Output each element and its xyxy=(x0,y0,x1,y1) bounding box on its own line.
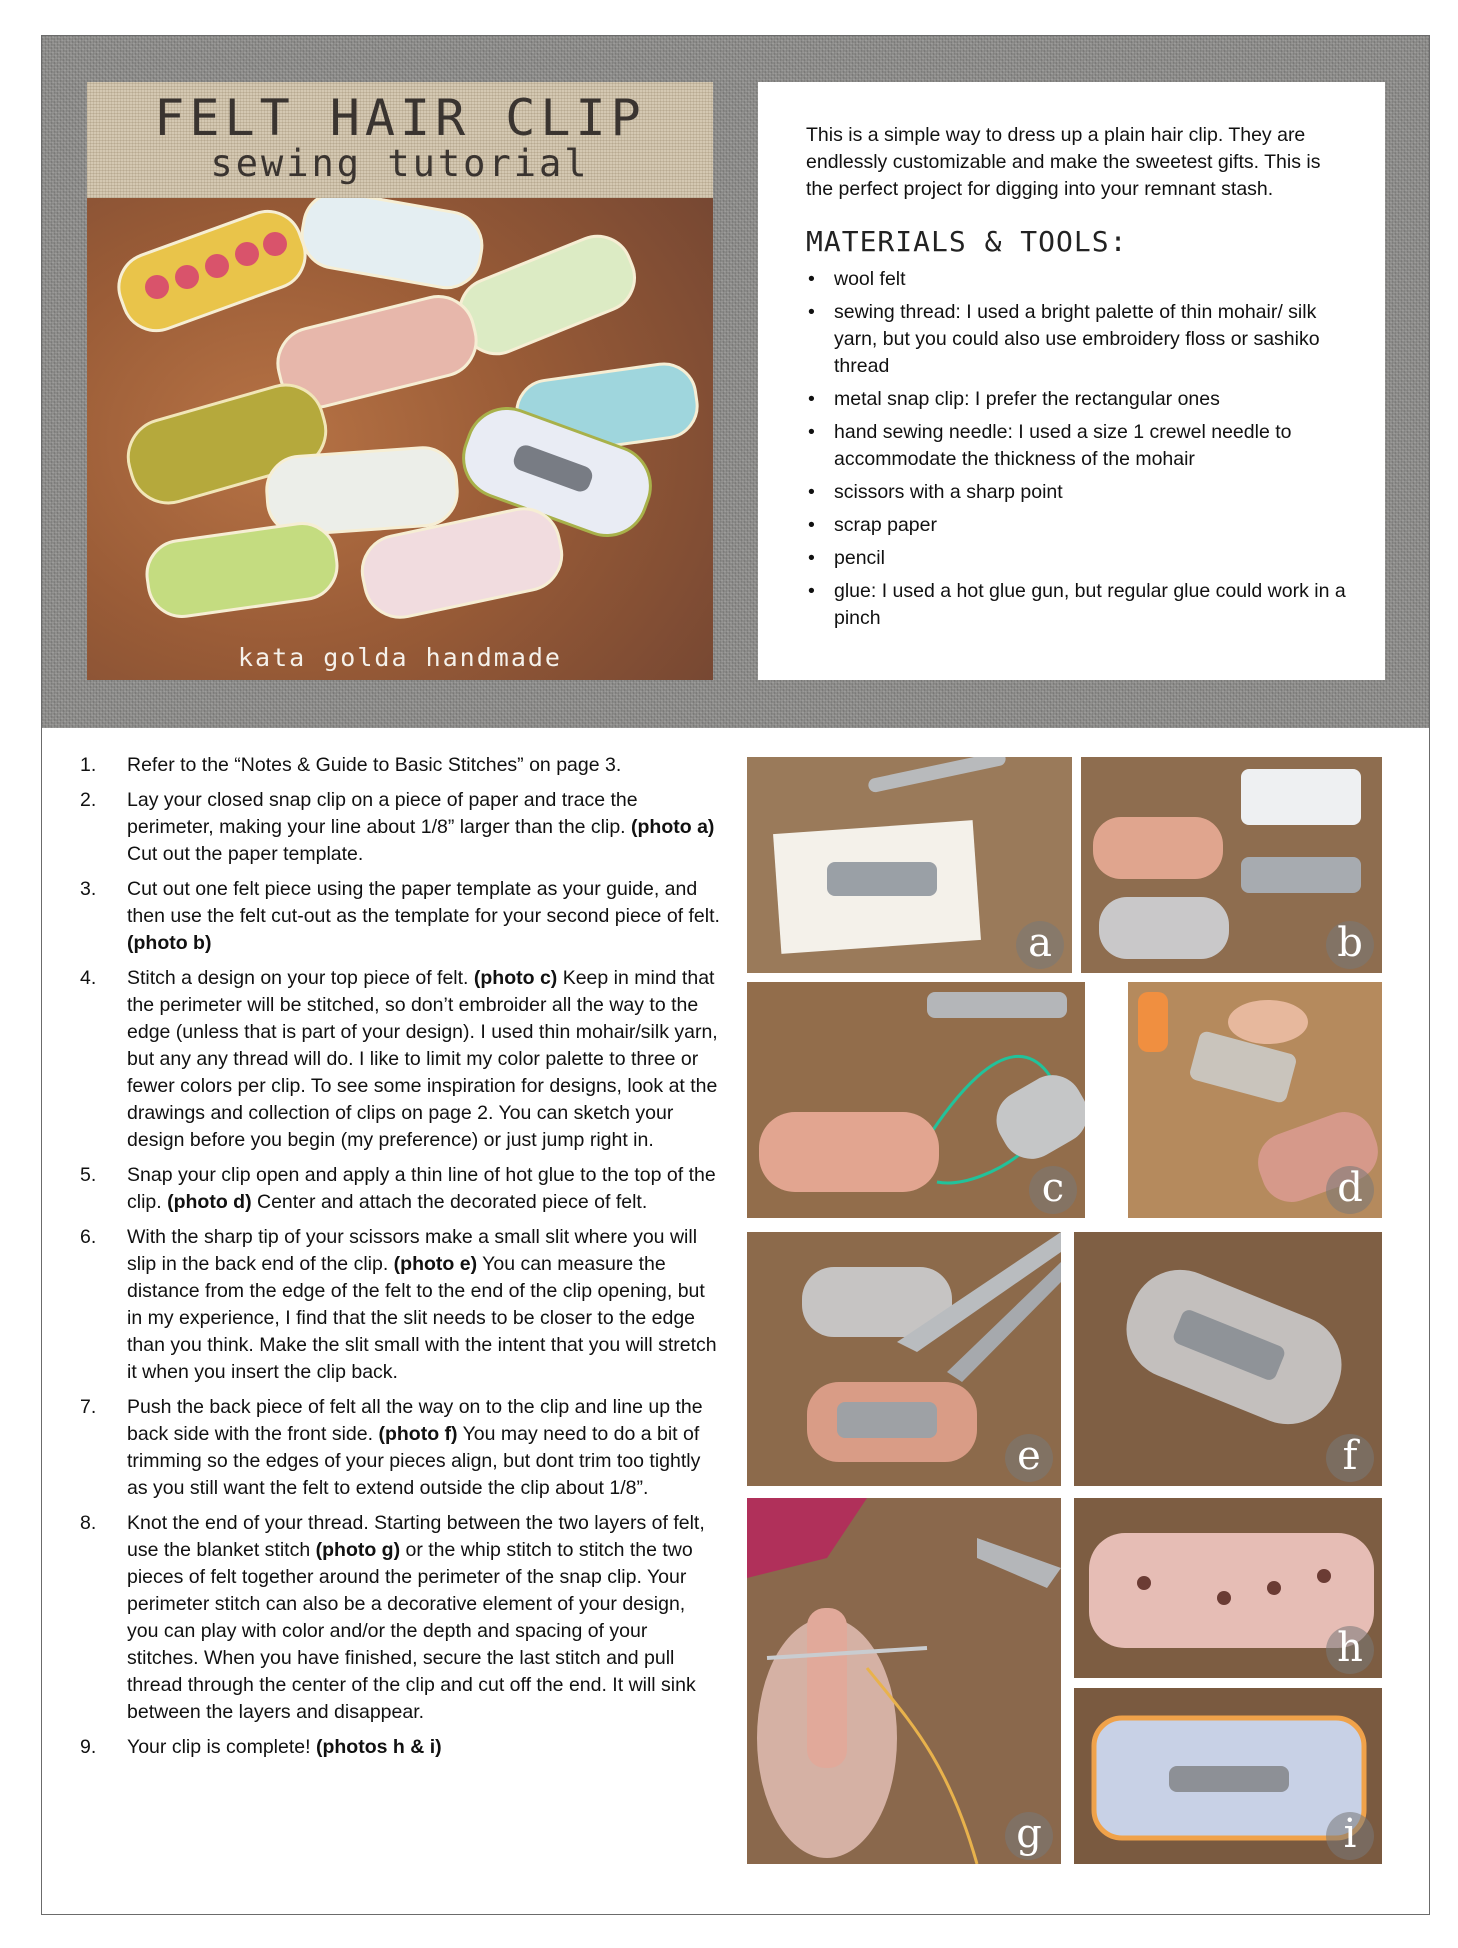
step-text: Your clip is complete! xyxy=(127,1736,316,1758)
photo-f xyxy=(1074,1232,1382,1486)
intro-paragraph: This is a simple way to dress up a plain hair clip. They are endlessly customizable and make the sweetest gifts. This is the perfect project for digging into your remnant stash. xyxy=(806,124,1321,200)
materials-panel xyxy=(758,82,1385,680)
step-item xyxy=(80,1162,720,1216)
hero-subtitle: sewing tutorial xyxy=(210,142,590,185)
list-item: • pencil xyxy=(806,545,1349,572)
photo-b xyxy=(1081,757,1382,973)
photo-i xyxy=(1074,1688,1382,1864)
list-item: • scissors with a sharp point xyxy=(806,479,1349,506)
photo-label: g xyxy=(1005,1812,1053,1860)
step-item xyxy=(80,1510,720,1726)
photo-a xyxy=(747,757,1072,973)
step-text: Stitch a design on your top piece of felt. xyxy=(127,967,474,989)
step-item xyxy=(80,1224,720,1386)
photo-reference: (photo a) xyxy=(631,816,715,838)
photo-label: b xyxy=(1326,921,1374,969)
step-number: 8. xyxy=(80,1512,97,1534)
step-number: 1. xyxy=(80,754,97,776)
step-text: You can measure the distance from the edge of the felt to the end of the clip opening, but in my experience, I find that the slit needs to be closer to the edge than you think. Make the slit small with the intent that you will stretch it when you insert the clip back. xyxy=(127,1253,717,1383)
photo-label: e xyxy=(1005,1434,1053,1482)
step-number: 6. xyxy=(80,1226,97,1248)
step-text: Cut out one felt piece using the paper template as your guide, and then use the felt cut-out as the template for your second piece of felt. xyxy=(127,878,720,927)
step-text: Cut out the paper template. xyxy=(127,843,364,865)
steps-list xyxy=(80,752,720,1769)
photo-label: a xyxy=(1016,921,1064,969)
step-text: With the sharp tip of your scissors make a small slit where you will slip in the back end of the clip. xyxy=(127,1226,698,1275)
list-item: • scrap paper xyxy=(806,512,1349,539)
list-item: • metal snap clip: I prefer the rectangular ones xyxy=(806,386,1349,413)
photo-h xyxy=(1074,1498,1382,1678)
photo-label: f xyxy=(1326,1434,1374,1482)
step-number: 4. xyxy=(80,967,97,989)
photo-g-image xyxy=(747,1498,1061,1864)
step-item xyxy=(80,876,720,957)
step-text: You may need to do a bit of trimming so the edges of your pieces align, but dont trim too tightly as you still want the felt to extend outside the clip about 1/8”. xyxy=(127,1423,701,1499)
photo-reference: (photo d) xyxy=(167,1191,252,1213)
step-text: Center and attach the decorated piece of felt. xyxy=(251,1191,648,1213)
photo-e xyxy=(747,1232,1061,1486)
hero-credit: kata golda handmade xyxy=(238,643,562,672)
step-number: 9. xyxy=(80,1736,97,1758)
photo-label: d xyxy=(1326,1166,1374,1214)
list-item: • glue: I used a hot glue gun, but regular glue could work in a pinch xyxy=(806,578,1349,632)
step-item xyxy=(80,1394,720,1502)
materials-heading: MATERIALS & TOOLS: xyxy=(806,225,1128,258)
materials-list xyxy=(806,266,1349,632)
step-number: 2. xyxy=(80,789,97,811)
photo-label: i xyxy=(1326,1812,1374,1860)
photo-label: h xyxy=(1326,1626,1374,1674)
step-item xyxy=(80,752,720,779)
step-number: 7. xyxy=(80,1396,97,1418)
step-item xyxy=(80,965,720,1154)
photo-label: c xyxy=(1029,1166,1077,1214)
step-item xyxy=(80,1734,720,1761)
list-item: • wool felt xyxy=(806,266,1349,293)
photo-reference: (photo e) xyxy=(393,1253,478,1275)
step-number: 3. xyxy=(80,878,97,900)
photo-reference: (photo c) xyxy=(473,967,558,989)
hero-title: FELT HAIR CLIP xyxy=(154,89,646,147)
photo-reference: (photo f) xyxy=(378,1423,458,1445)
photo-c xyxy=(747,982,1085,1218)
step-text: Knot the end of your thread. Starting between the two layers of felt, use the blanket stitch xyxy=(127,1512,705,1561)
photo-reference: (photos h & i) xyxy=(315,1736,442,1758)
photo-d xyxy=(1128,982,1382,1218)
photo-reference: (photo g) xyxy=(315,1539,401,1561)
step-text: Push the back piece of felt all the way on to the clip and line up the back side with the front side. xyxy=(127,1396,703,1445)
photo-reference: (photo b) xyxy=(127,932,212,954)
photo-g xyxy=(747,1498,1061,1864)
step-number: 5. xyxy=(80,1164,97,1186)
step-text: or the whip stitch to stitch the two pieces of felt together around the perimeter of the snap clip. Your perimeter stitch can also be a decorative element of your design, you can play with color and/or the depth and spacing of your stitches. When you have finished, secure the last stitch and pull thread through the center of the clip and cut off the end. It will sink between the layers and disappear. xyxy=(127,1539,696,1723)
hero-title-banner xyxy=(87,82,713,198)
step-item xyxy=(80,787,720,868)
step-text: Lay your closed snap clip on a piece of paper and trace the perimeter, making your line about 1/8” larger than the clip. xyxy=(127,789,638,838)
list-item: • hand sewing needle: I used a size 1 crewel needle to accommodate the thickness of the mohair xyxy=(806,419,1349,473)
step-text: Snap your clip open and apply a thin line of hot glue to the top of the clip. xyxy=(127,1164,716,1213)
step-text: Refer to the “Notes & Guide to Basic Stitches” on page 3. xyxy=(127,754,622,776)
list-item: • sewing thread: I used a bright palette of thin mohair/ silk yarn, but you could also use embroidery floss or sashiko thread xyxy=(806,299,1349,380)
hero-image xyxy=(87,82,713,680)
step-text: Keep in mind that the perimeter will be stitched, so don’t embroider all the way to the edge (unless that is part of your design). I used thin mohair/silk yarn, but any any thread will do. I like to limit my color palette to three or fewer colors per clip. To see some inspiration for designs, look at the drawings and collection of clips on page 2. You can sketch your design before you begin (my preference) or just jump right in. xyxy=(127,967,718,1151)
